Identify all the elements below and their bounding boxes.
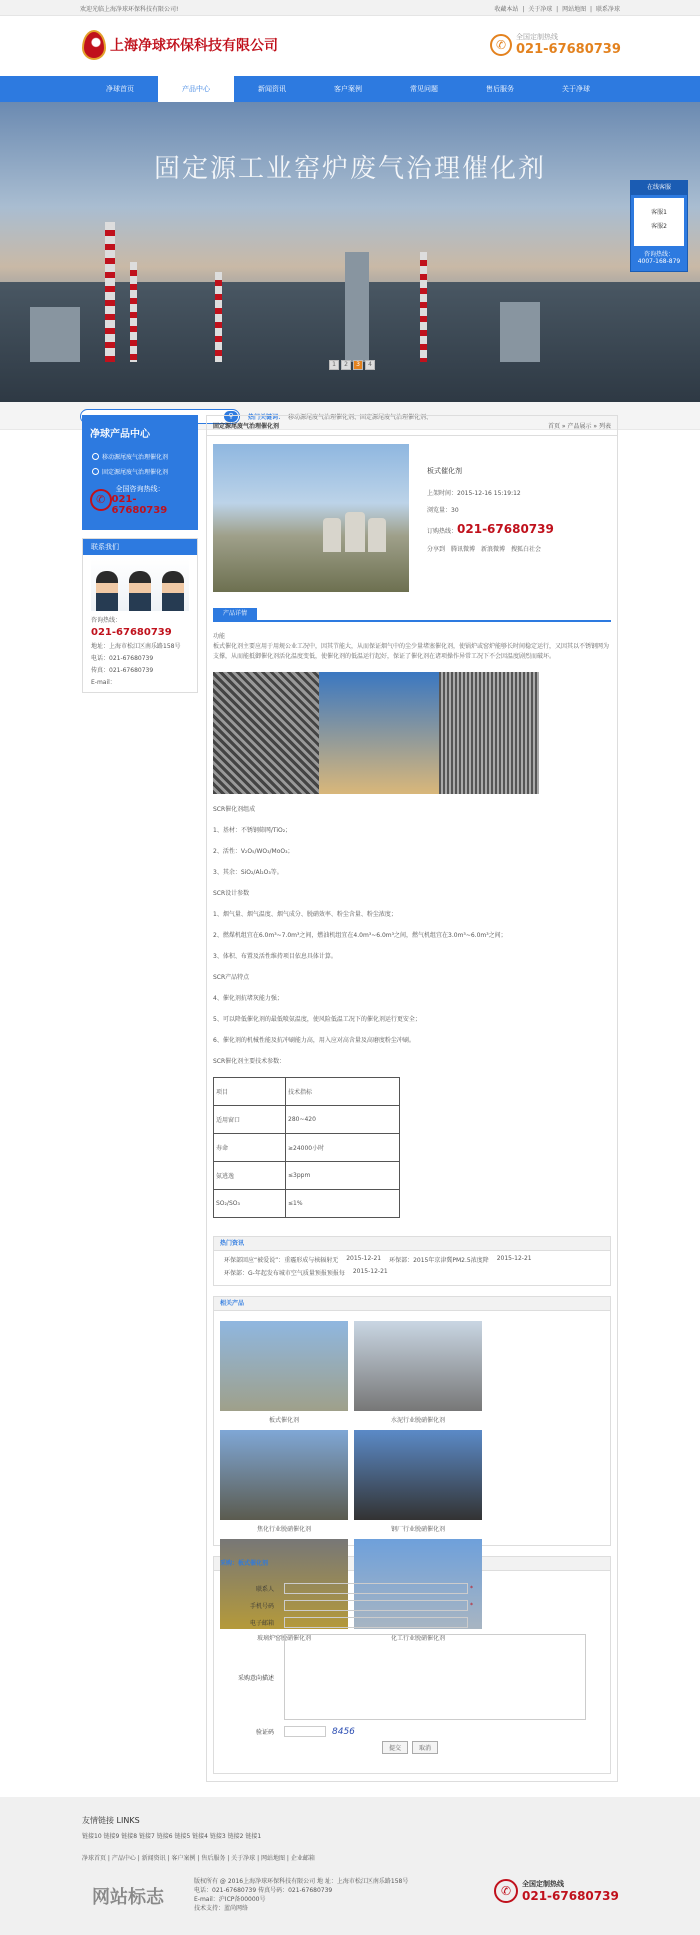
logo-icon — [82, 30, 106, 60]
spec-line: 1、基材：不锈钢筛网/TiO₂； — [213, 827, 292, 834]
news-link[interactable]: 环保部：2015年京津冀PM2.5浓度降 — [389, 1257, 489, 1264]
company-name: 上海净球环保科技有限公司 — [110, 38, 278, 54]
table-row: SO₂/SO₃ ≤1% — [214, 1190, 400, 1218]
cooling-tower — [345, 512, 365, 552]
cooling-tower — [323, 518, 341, 552]
footer-hotline-label: 全国定制热线 — [522, 1880, 564, 1888]
share-sohu[interactable]: 搜狐白社会 — [511, 546, 542, 553]
product-name: 板式催化剂 — [427, 467, 462, 475]
spec-line: 4、催化剂抗堵灰能力强； — [213, 995, 283, 1002]
share-to[interactable]: 分享到 — [427, 546, 446, 553]
footer-email: E-mail：沪ICP备00000号 — [194, 1896, 266, 1903]
pager-dot[interactable]: 2 — [341, 360, 351, 370]
table-row: 项目 技术指标 — [214, 1078, 400, 1106]
spec-table — [213, 1077, 400, 1218]
service-phone: 4007-168-879 — [637, 258, 681, 265]
top-links: 收藏本站 | 关于净球 | 网站地图 | 联系净球 — [494, 5, 620, 13]
online-service-widget — [630, 180, 688, 272]
product-image[interactable] — [213, 444, 409, 592]
share-bar — [427, 544, 554, 553]
captcha-image[interactable]: 8456 — [332, 1726, 355, 1737]
hot-keywords[interactable]: 移动源尾废气治理催化剂、固定源尾废气治理催化剂、 — [288, 413, 433, 421]
phone-icon: ✆ — [90, 489, 112, 511]
news-date: 2015-12-21 — [496, 1255, 532, 1262]
banner-title: 固定源工业窑炉废气治理催化剂 — [153, 154, 546, 184]
contact-hotline: 021-67680739 — [91, 627, 172, 638]
banner-pager — [328, 360, 376, 370]
contact-address: 地址：上海市松江区南乐路158号 — [91, 643, 181, 650]
contact-fax: 传真：021-67680739 — [91, 667, 154, 674]
phone-icon: ✆ — [494, 1879, 518, 1903]
tower — [345, 252, 369, 362]
chimney — [130, 262, 137, 362]
table-row: 适用窗口 280~420 — [214, 1106, 400, 1134]
detail-tab-bar — [213, 608, 611, 622]
breadcrumb[interactable]: 首页 » 产品展示 » 列表 — [548, 423, 611, 430]
share-sina[interactable]: 新浪微博 — [481, 546, 506, 553]
related-title: 相关产品 — [214, 1297, 610, 1311]
product-views: 浏览量：30 — [427, 507, 459, 514]
pager-dot[interactable]: 4 — [365, 360, 375, 370]
contact-hotline-label: 咨询热线： — [91, 617, 122, 624]
hotline-label: 全国定制热线 — [516, 33, 558, 41]
captcha-label: 验证码 — [255, 1729, 274, 1736]
service-item-2[interactable]: 客服2 — [651, 223, 667, 230]
footer-logo: 网站标志 — [92, 1887, 164, 1908]
desc-text: 板式催化剂主要应用于用规公业工况中，因其节能大，从而保证烟气中的尘少量堵塞催化剂，使锅炉或窑炉能够长时间稳定运行，又因其以不锈钢网为支撑，从而能抵御催化剂活化温度变低，使催化剂的低温运行起好，保证了催化剂在诸项操作异常工况下不会因温度剧烈而破坏。 — [213, 643, 610, 660]
sitemap-link[interactable]: 网站地图 — [562, 5, 587, 13]
mobile-input[interactable] — [284, 1600, 468, 1611]
email-label: 电子邮箱 — [249, 1620, 274, 1627]
footer-nav[interactable]: 净球首页 | 产品中心 | 新闻资讯 | 客户案例 | 售后服务 | 关于净球 | 网站地图 | 企业邮箱 — [82, 1855, 315, 1862]
submit-button[interactable]: 提交 — [382, 1741, 408, 1754]
product-info — [427, 466, 554, 561]
content-header — [207, 416, 617, 436]
spec-line: SCR设计参数 — [213, 890, 250, 897]
hero-banner — [0, 102, 700, 402]
spec-line: 2、活性：V₂O₅/WO₃/MoO₃； — [213, 848, 294, 855]
hot-keywords-label: 热门关键词： — [248, 413, 285, 421]
contact-phone: 电话：021-67680739 — [91, 655, 154, 662]
sidebar-item-mobile[interactable]: 移动源尾废气治理催化剂 — [90, 452, 190, 461]
pager-dot[interactable]: 3 — [353, 360, 363, 370]
product-summary — [207, 436, 617, 596]
search-icon: ⚲ — [228, 411, 234, 420]
related-card[interactable]: 焦化行业脱硝催化剂 — [220, 1430, 348, 1533]
service-title: 在线客服 — [631, 181, 687, 195]
chimney — [420, 252, 427, 362]
service-phone-label: 咨询热线： — [643, 251, 674, 258]
sidebar-tel-label: 全国咨询热线： — [115, 485, 165, 493]
spec-line: 3、其余：SiO₂/Al₂O₃等。 — [213, 869, 283, 876]
spec-line: 2、燃煤机组宜在6.0m³~7.0m³之间，燃油机组宜在4.0m³~6.0m³之间，燃气机组宜在3.0m³~6.0m³之间； — [213, 932, 507, 939]
description-textarea[interactable] — [284, 1634, 586, 1720]
contact-link[interactable]: 联系净球 — [595, 5, 620, 13]
chimney — [215, 272, 222, 362]
footer-copyright: 版权所有 @ 2016上海净球环保科技有限公司 地 址：上海市松江区南乐路158号 — [194, 1878, 409, 1885]
sidebar-item-fixed[interactable]: 固定源尾废气治理催化剂 — [90, 467, 190, 476]
site-footer — [0, 1797, 700, 1935]
spec-line: SCR产品特点 — [213, 974, 250, 981]
footer-hotline-number: 021-67680739 — [522, 1889, 619, 1903]
desc-label: 功能 — [213, 633, 226, 640]
nav-cases[interactable]: 客户案例 — [334, 85, 362, 93]
spec-line: 1、烟气量、烟气温度、烟气成分、脱硝效率、粉尘含量、粉尘浓度； — [213, 911, 397, 918]
hot-news-title: 热门资讯 — [214, 1237, 610, 1251]
hotline-number: 021-67680739 — [516, 42, 621, 57]
contact-person-input[interactable] — [284, 1583, 468, 1594]
related-card[interactable]: 化工行业脱硝催化剂 — [354, 1539, 482, 1642]
footer-info — [194, 1877, 408, 1913]
sidebar-tel: 021-67680739 — [111, 494, 168, 516]
top-bar — [0, 0, 700, 16]
captcha-input[interactable] — [284, 1726, 326, 1737]
table-row: 寿命 ≥24000小时 — [214, 1134, 400, 1162]
product-description — [207, 622, 617, 672]
friend-links[interactable]: 链接10 链接9 链接8 链接7 链接6 链接5 链接4 链接3 链接2 链接1 — [82, 1833, 262, 1840]
order-phone: 021-67680739 — [457, 522, 554, 536]
footer-support: 技术支持：蓝尚网络 — [194, 1905, 249, 1912]
email-input[interactable] — [284, 1617, 468, 1628]
category-title: 固定源尾废气治理催化剂 — [213, 423, 280, 430]
related-card[interactable]: 水泥行业脱硝催化剂 — [354, 1321, 482, 1424]
contact-person-label: 联系人 — [255, 1586, 274, 1593]
spec-line: 6、催化剂的机械性能及抗冲刷能力高，用入应对高含量及高磨度粉尘冲刷。 — [213, 1037, 415, 1044]
site-header — [0, 16, 700, 76]
related-card[interactable]: 钢厂行业脱硝催化剂 — [354, 1430, 482, 1533]
product-center-title: 净球产品中心 — [90, 429, 150, 440]
contact-box — [82, 538, 198, 693]
news-link[interactable]: 环保部：G-年起发布城市空气质量预报预报每 — [224, 1270, 345, 1277]
contact-title: 联系我们 — [83, 539, 197, 555]
tower — [500, 302, 540, 362]
nav-products[interactable]: 产品中心 — [158, 76, 234, 102]
welcome-text: 欢迎光临上海净球环保科技有限公司! — [80, 5, 179, 13]
product-center-box — [82, 415, 198, 530]
description-label: 采购意向描述 — [237, 1674, 274, 1682]
spec-line: 3、体积、布置及活性维持项目依息具体计算。 — [213, 953, 337, 960]
spec-list — [207, 794, 617, 1065]
form-title: 采购：板式催化剂 — [214, 1557, 610, 1571]
news-row — [214, 1264, 610, 1277]
purchase-form: 采购：板式催化剂 联系人 * 手机号码 * 电子邮箱 采购意向描述 验证码 8456 提交 取消 — [213, 1556, 611, 1774]
news-date: 2015-12-21 — [352, 1268, 388, 1275]
friend-links-title: 友情链接 LINKS — [82, 1816, 140, 1825]
order-label: 订购热线： — [427, 528, 458, 535]
nav-home[interactable]: 净球首页 — [106, 85, 134, 93]
pager-dot[interactable]: 1 — [329, 360, 339, 370]
nav-service[interactable]: 售后服务 — [486, 85, 514, 93]
service-item-1[interactable]: 客服1 — [651, 209, 667, 216]
cooling-tower — [368, 518, 386, 552]
contact-email: E-mail： — [91, 679, 116, 686]
share-tencent[interactable]: 腾讯微博 — [451, 546, 476, 553]
site-logo[interactable] — [82, 30, 278, 60]
hot-news — [213, 1236, 611, 1286]
table-row: 氨逃逸 ≤3ppm — [214, 1162, 400, 1190]
related-card[interactable]: 玻璃炉窑脱硝催化剂 — [220, 1539, 348, 1642]
news-link[interactable]: 环保部回应“被爱说”：重霾形成与核辐射无 — [224, 1257, 339, 1264]
spec-line: SCR催化剂主要技术参数： — [213, 1058, 286, 1065]
footer-hotline — [494, 1879, 619, 1903]
phone-icon: ✆ — [490, 34, 512, 56]
about-link[interactable]: 关于净球 — [528, 5, 553, 13]
product-time: 上架时间：2015-12-16 15:19:12 — [427, 490, 521, 497]
service-staff-image — [91, 559, 189, 611]
main-nav — [0, 76, 700, 102]
news-date: 2015-12-21 — [346, 1255, 382, 1262]
header-hotline — [490, 32, 621, 57]
bookmark-link[interactable]: 收藏本站 — [494, 5, 519, 13]
content-panel — [206, 415, 618, 1782]
mobile-label: 手机号码 — [249, 1603, 274, 1610]
sidebar — [82, 415, 198, 693]
related-card[interactable]: 板式催化剂 — [220, 1321, 348, 1424]
spec-line: SCR催化剂组成 — [213, 806, 256, 813]
news-row — [214, 1251, 610, 1264]
cancel-button[interactable]: 取消 — [412, 1741, 438, 1754]
nav-faq[interactable]: 常见问题 — [410, 85, 438, 93]
tower — [30, 307, 80, 362]
catalyst-image — [213, 672, 539, 794]
tab-product-detail[interactable]: 产品详情 — [213, 608, 257, 620]
nav-about[interactable]: 关于净球 — [562, 85, 590, 93]
spec-line: 5、可以降低催化剂的最低喷氨温度，使风险低温工况下的催化剂运行更安全； — [213, 1016, 421, 1023]
nav-news[interactable]: 新闻资讯 — [258, 85, 286, 93]
footer-tel: 电话：021-67680739 传真号码：021-67680739 — [194, 1887, 333, 1894]
chimney — [105, 222, 115, 362]
